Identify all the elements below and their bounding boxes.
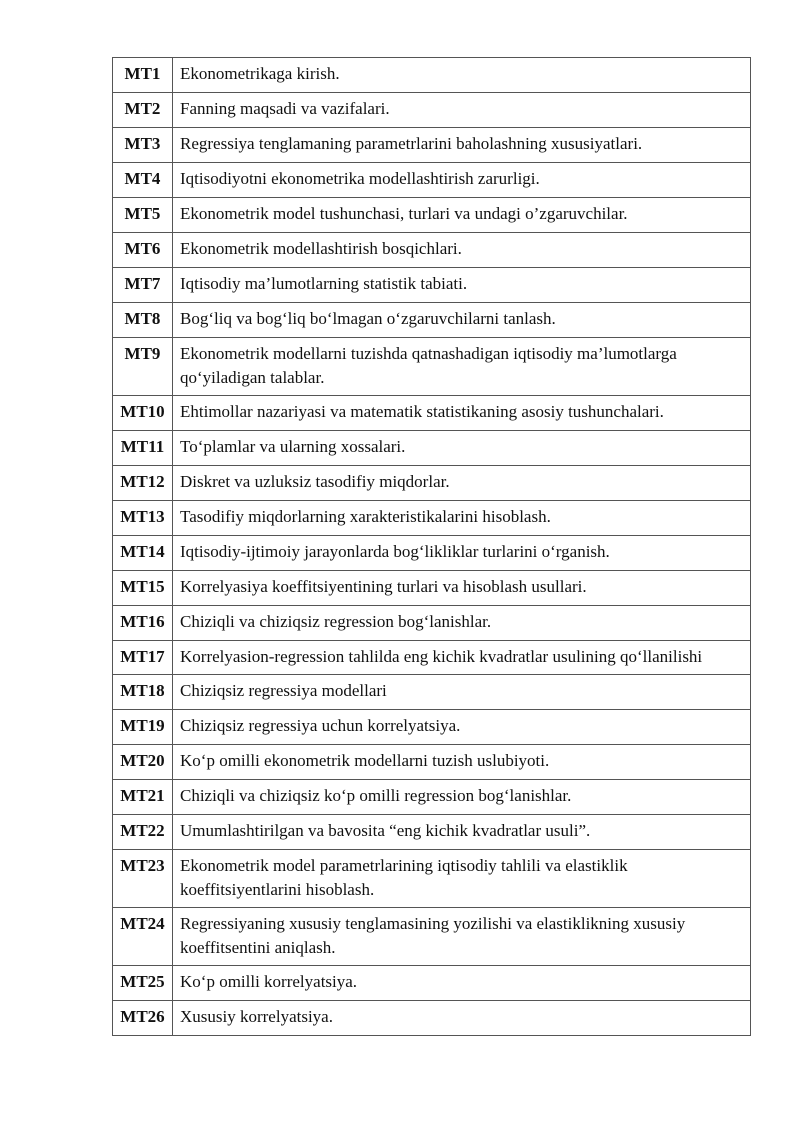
topic-code: MT23 bbox=[113, 850, 173, 908]
table-row bbox=[113, 1001, 751, 1036]
topic-title: Ekonometrikaga kirish. bbox=[173, 58, 751, 93]
table-row bbox=[113, 675, 751, 710]
topic-title: Korrelyasiya koeffitsiyentining turlari va hisoblash usullari. bbox=[173, 571, 751, 606]
topic-code: MT22 bbox=[113, 815, 173, 850]
topic-title: Chiziqli va chiziqsiz regression bog‘lanishlar. bbox=[173, 606, 751, 641]
table-row bbox=[113, 641, 751, 675]
topic-title: Iqtisodiy ma’lumotlarning statistik tabiati. bbox=[173, 268, 751, 303]
topic-title: Diskret va uzluksiz tasodifiy miqdorlar. bbox=[173, 466, 751, 501]
table-row bbox=[113, 198, 751, 233]
table-row bbox=[113, 431, 751, 466]
topic-code: MT21 bbox=[113, 780, 173, 815]
topic-code: MT13 bbox=[113, 501, 173, 536]
table-row bbox=[113, 908, 751, 966]
topic-code: MT8 bbox=[113, 303, 173, 338]
topic-title: Fanning maqsadi va vazifalari. bbox=[173, 93, 751, 128]
topic-code: MT3 bbox=[113, 128, 173, 163]
topic-code: MT15 bbox=[113, 571, 173, 606]
topic-title: Regressiyaning xususiy tenglamasining yozilishi va elastiklikning xususiy koeffitsentini aniqlash. bbox=[173, 908, 751, 966]
table-row bbox=[113, 745, 751, 780]
topic-code: MT26 bbox=[113, 1001, 173, 1036]
topic-code: MT20 bbox=[113, 745, 173, 780]
table-row bbox=[113, 466, 751, 501]
topic-title: Umumlashtirilgan va bavosita “eng kichik kvadratlar usuli”. bbox=[173, 815, 751, 850]
table-row bbox=[113, 780, 751, 815]
topic-code: MT12 bbox=[113, 466, 173, 501]
table-row bbox=[113, 815, 751, 850]
topic-title: Chiziqli va chiziqsiz ko‘p omilli regression bog‘lanishlar. bbox=[173, 780, 751, 815]
topic-title: Xususiy korrelyatsiya. bbox=[173, 1001, 751, 1036]
topic-title: Chiziqsiz regressiya uchun korrelyatsiya. bbox=[173, 710, 751, 745]
topic-code: MT6 bbox=[113, 233, 173, 268]
table-row bbox=[113, 128, 751, 163]
topic-code: MT24 bbox=[113, 908, 173, 966]
table-row bbox=[113, 303, 751, 338]
table-row bbox=[113, 58, 751, 93]
table-row bbox=[113, 966, 751, 1001]
topic-title: Korrelyasion-regression tahlilda eng kichik kvadratlar usulining qo‘llanilishi bbox=[173, 641, 751, 675]
topic-title: To‘plamlar va ularning xossalari. bbox=[173, 431, 751, 466]
topic-code: MT4 bbox=[113, 163, 173, 198]
topic-code: MT9 bbox=[113, 338, 173, 396]
table-row bbox=[113, 536, 751, 571]
table-row bbox=[113, 606, 751, 641]
topics-table bbox=[112, 57, 751, 1036]
topic-title: Ekonometrik model parametrlarining iqtisodiy tahlili va elastiklik koeffitsiyentlarini hisoblash. bbox=[173, 850, 751, 908]
table-row bbox=[113, 233, 751, 268]
topic-code: MT16 bbox=[113, 606, 173, 641]
topic-title: Iqtisodiy-ijtimoiy jarayonlarda bog‘likliklar turlarini o‘rganish. bbox=[173, 536, 751, 571]
topic-code: MT2 bbox=[113, 93, 173, 128]
topic-title: Ekonometrik modellarni tuzishda qatnashadigan iqtisodiy ma’lumotlarga qo‘yiladigan talablar. bbox=[173, 338, 751, 396]
topic-title: Regressiya tenglamaning parametrlarini baholashning xususiyatlari. bbox=[173, 128, 751, 163]
topic-code: MT7 bbox=[113, 268, 173, 303]
table-row bbox=[113, 268, 751, 303]
topics-table-body bbox=[113, 58, 751, 1036]
topic-code: MT11 bbox=[113, 431, 173, 466]
topic-code: MT17 bbox=[113, 641, 173, 675]
topic-title: Ekonometrik model tushunchasi, turlari va undagi o’zgaruvchilar. bbox=[173, 198, 751, 233]
topic-title: Ko‘p omilli ekonometrik modellarni tuzish uslubiyoti. bbox=[173, 745, 751, 780]
table-row bbox=[113, 850, 751, 908]
topic-title: Chiziqsiz regressiya modellari bbox=[173, 675, 751, 710]
topic-title: Tasodifiy miqdorlarning xarakteristikalarini hisoblash. bbox=[173, 501, 751, 536]
topic-title: Bog‘liq va bog‘liq bo‘lmagan o‘zgaruvchilarni tanlash. bbox=[173, 303, 751, 338]
table-row bbox=[113, 501, 751, 536]
topic-code: MT14 bbox=[113, 536, 173, 571]
topic-title: Ehtimollar nazariyasi va matematik statistikaning asosiy tushunchalari. bbox=[173, 396, 751, 431]
table-row bbox=[113, 396, 751, 431]
topic-code: MT5 bbox=[113, 198, 173, 233]
topic-code: MT19 bbox=[113, 710, 173, 745]
topic-title: Iqtisodiyotni ekonometrika modellashtirish zarurligi. bbox=[173, 163, 751, 198]
table-row bbox=[113, 163, 751, 198]
topic-title: Ekonometrik modellashtirish bosqichlari. bbox=[173, 233, 751, 268]
topic-code: MT10 bbox=[113, 396, 173, 431]
topic-code: MT18 bbox=[113, 675, 173, 710]
table-row bbox=[113, 571, 751, 606]
topic-title: Ko‘p omilli korrelyatsiya. bbox=[173, 966, 751, 1001]
table-row bbox=[113, 710, 751, 745]
table-row bbox=[113, 338, 751, 396]
topic-code: MT1 bbox=[113, 58, 173, 93]
table-row bbox=[113, 93, 751, 128]
topic-code: MT25 bbox=[113, 966, 173, 1001]
